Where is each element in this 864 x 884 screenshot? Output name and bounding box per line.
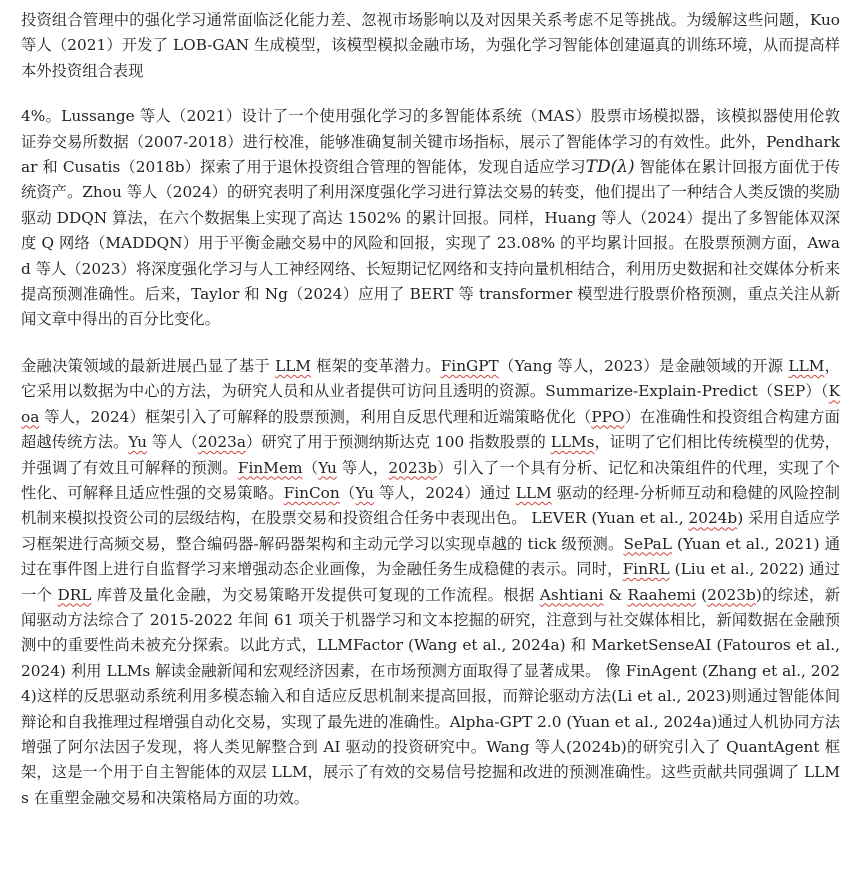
text-run: 库普及量化金融，为交易策略开发提供可复现的工作流程。根据 bbox=[91, 585, 540, 604]
text-run: ，它采用以数据为中心的方法，为研究人员和从业者提供可访问且透明的资源。Summarize-Explain-Predict（SEP）（ bbox=[21, 356, 840, 401]
spellcheck-flagged-word: LLM bbox=[515, 483, 552, 502]
text-run: ）引入了一个具有分析、记忆和决策组件的代理，实现了个性化、可解释且适应性强的交易策略。 bbox=[21, 458, 840, 502]
paragraph-llm-finance bbox=[21, 354, 840, 811]
spellcheck-flagged-word: FinRL bbox=[622, 560, 670, 579]
text-run: （ bbox=[339, 483, 356, 502]
spellcheck-flagged-word: 2024b bbox=[688, 509, 738, 528]
text-run: 等人，2024）框架引入了可解释的股票预测，利用自反思代理和近端策略优化（ bbox=[39, 407, 592, 426]
text-run: ）在准确性和投资组合构建方面超越传统方法。 bbox=[21, 407, 840, 452]
spellcheck-flagged-word: LLM bbox=[788, 356, 825, 375]
spellcheck-flagged-word: Yu bbox=[318, 458, 337, 477]
text-run: (Yuan et al., 2021) 通过在事件图上进行自监督学习来增强动态企业画像，为金融任务生成稳健的表示。同时， bbox=[21, 534, 840, 579]
spellcheck-flagged-word: 2023a bbox=[197, 433, 246, 452]
spellcheck-flagged-word: FinMem bbox=[237, 458, 303, 477]
text-run: ，证明了它们相比传统模型的优势，并强调了有效且可解释的预测。 bbox=[21, 433, 840, 477]
text-run: ) 采用自适应学习框架进行高频交易，整合编码器-解码器架构和主动元学习以实现卓越的 tick 级预测。 bbox=[21, 509, 840, 553]
text-run: 等人，2024）通过 bbox=[373, 483, 516, 502]
text-run: 金融决策领域的最新进展凸显了基于 bbox=[21, 356, 276, 375]
spellcheck-flagged-word: 2023b bbox=[388, 458, 438, 477]
paragraph-text: 智能体在累计回报方面优于传统资产。Zhou 等人（2024）的研究表明了利用深度强化学习进行算法交易的转变，他们提出了一种结合人类反馈的奖励驱动 DDQN 算法，在六个数据集上实现了高达 1502% 的累计回报。同样，Huang 等人（2024）提出了多智能体双深度 Q 网络（MADDQN）用于平衡金融交易中的风险和回报，实现了 23.08% 的平均累计回报。在股票预测方面，Awad 等人（2023）将深度强化学习与人工神经网络、长短期记忆网络和支持向量机相结合，利用历史数据和社交媒体分析来提高预测准确性。后来，Taylor 和 Ng（2024）应用了 BERT 等 transformer 模型进行股票价格预测，重点关注从新闻文章中得出的百分比变化。 bbox=[21, 158, 840, 329]
text-run: (Liu et al., 2022) 通过一个 bbox=[21, 560, 840, 604]
spellcheck-flagged-word: Yu bbox=[355, 483, 374, 502]
spellcheck-flagged-word: Koa bbox=[21, 382, 840, 426]
spellcheck-flagged-word: FinCon bbox=[283, 483, 340, 502]
text-run: & bbox=[603, 585, 628, 604]
text-run: ( bbox=[695, 585, 708, 604]
spellcheck-flagged-word: LLM bbox=[275, 356, 312, 375]
spellcheck-flagged-word: LLMs bbox=[550, 433, 595, 452]
spellcheck-flagged-word: PPO bbox=[591, 407, 625, 426]
math-td-lambda: TD(λ) bbox=[585, 157, 635, 178]
paragraph-portfolio-rl: 投资组合管理中的强化学习通常面临泛化能力差、忽视市场影响以及对因果关系考虑不足等挑战。为缓解这些问题，Kuo 等人（2021）开发了 LOB-GAN 生成模型，该模型模拟金融市场，为强化学习智能体创建逼真的训练环境，从而提高样本外投资组合表现 bbox=[21, 11, 840, 80]
text-run: 驱动的经理-分析师互动和稳健的风险控制机制来模拟投资公司的层级结构，在股票交易和投资组合任务中表现出色。 LEVER (Yuan et al., bbox=[21, 483, 840, 528]
spellcheck-flagged-word: FinGPT bbox=[440, 356, 499, 375]
text-run: 框架的变革潜力。 bbox=[311, 356, 441, 375]
text-run: ）研究了用于预测纳斯达克 100 指数股票的 bbox=[245, 433, 551, 452]
text-run: （Yang 等人，2023）是金融领域的开源 bbox=[498, 356, 789, 375]
paragraph-text: 4%。Lussange 等人（2021）设计了一个使用强化学习的多智能体系统（MAS）股票市场模拟器，该模拟器使用伦敦证券交易所数据（2007-2018）进行校准，能够准确复制关键市场指标，展示了智能体学习的有效性。此外，Pendharkar 和 Cusatis（2018b）探索了用于退休投资组合管理的智能体，发现自适应学习 bbox=[21, 107, 840, 177]
text-run: )的综述，新闻驱动方法综合了 2015-2022 年间 61 项关于机器学习和文本挖掘的研究，注意到与社交媒体相比，新闻数据在金融预测中的重要性尚未被充分探索。以此方式，LLMFactor (Wang et al., 2024a) 和 MarketSenseAI (Fatouros et al., 2024) 利用 LLMs 解读金融新闻和宏观经济因素，在市场预测方面取得了显著成果。 像 FinAgent (Zhang et al., 2024)这样的反思驱动系统利用多模态输入和自适应反思机制来提高回报，而辩论驱动方法(Li et al., 2023)则通过智能体间辩论和自我推理过程增强自动化交易，实现了最先进的准确性。Alpha-GPT 2.0 (Yuan et al., 2024a)通过人机协同方法增强了阿尔法因子发现，将人类见解整合到 AI 驱动的投资研究中。Wang 等人(2024b)的研究引入了 QuantAgent 框架，这是一个用于自主智能体的双层 LLM，展示了有效的交易信号挖掘和改进的预测准确性。这些贡献共同强调了 LLMs 在重塑金融交易和决策格局方面的功效。 bbox=[21, 585, 840, 807]
text-run: （ bbox=[302, 458, 319, 477]
spellcheck-flagged-word: 2023b bbox=[707, 585, 756, 604]
spellcheck-flagged-word: Yu bbox=[128, 433, 147, 452]
text-run: 等人， bbox=[336, 458, 389, 477]
spellcheck-flagged-word: Raahemi bbox=[627, 585, 696, 604]
paragraph-market-simulation bbox=[21, 104, 840, 333]
spellcheck-flagged-word: Ashtiani bbox=[539, 585, 604, 604]
spellcheck-flagged-word: SePaL bbox=[623, 534, 672, 553]
spellcheck-flagged-word: DRL bbox=[57, 585, 92, 604]
text-run: 等人（ bbox=[147, 433, 198, 452]
